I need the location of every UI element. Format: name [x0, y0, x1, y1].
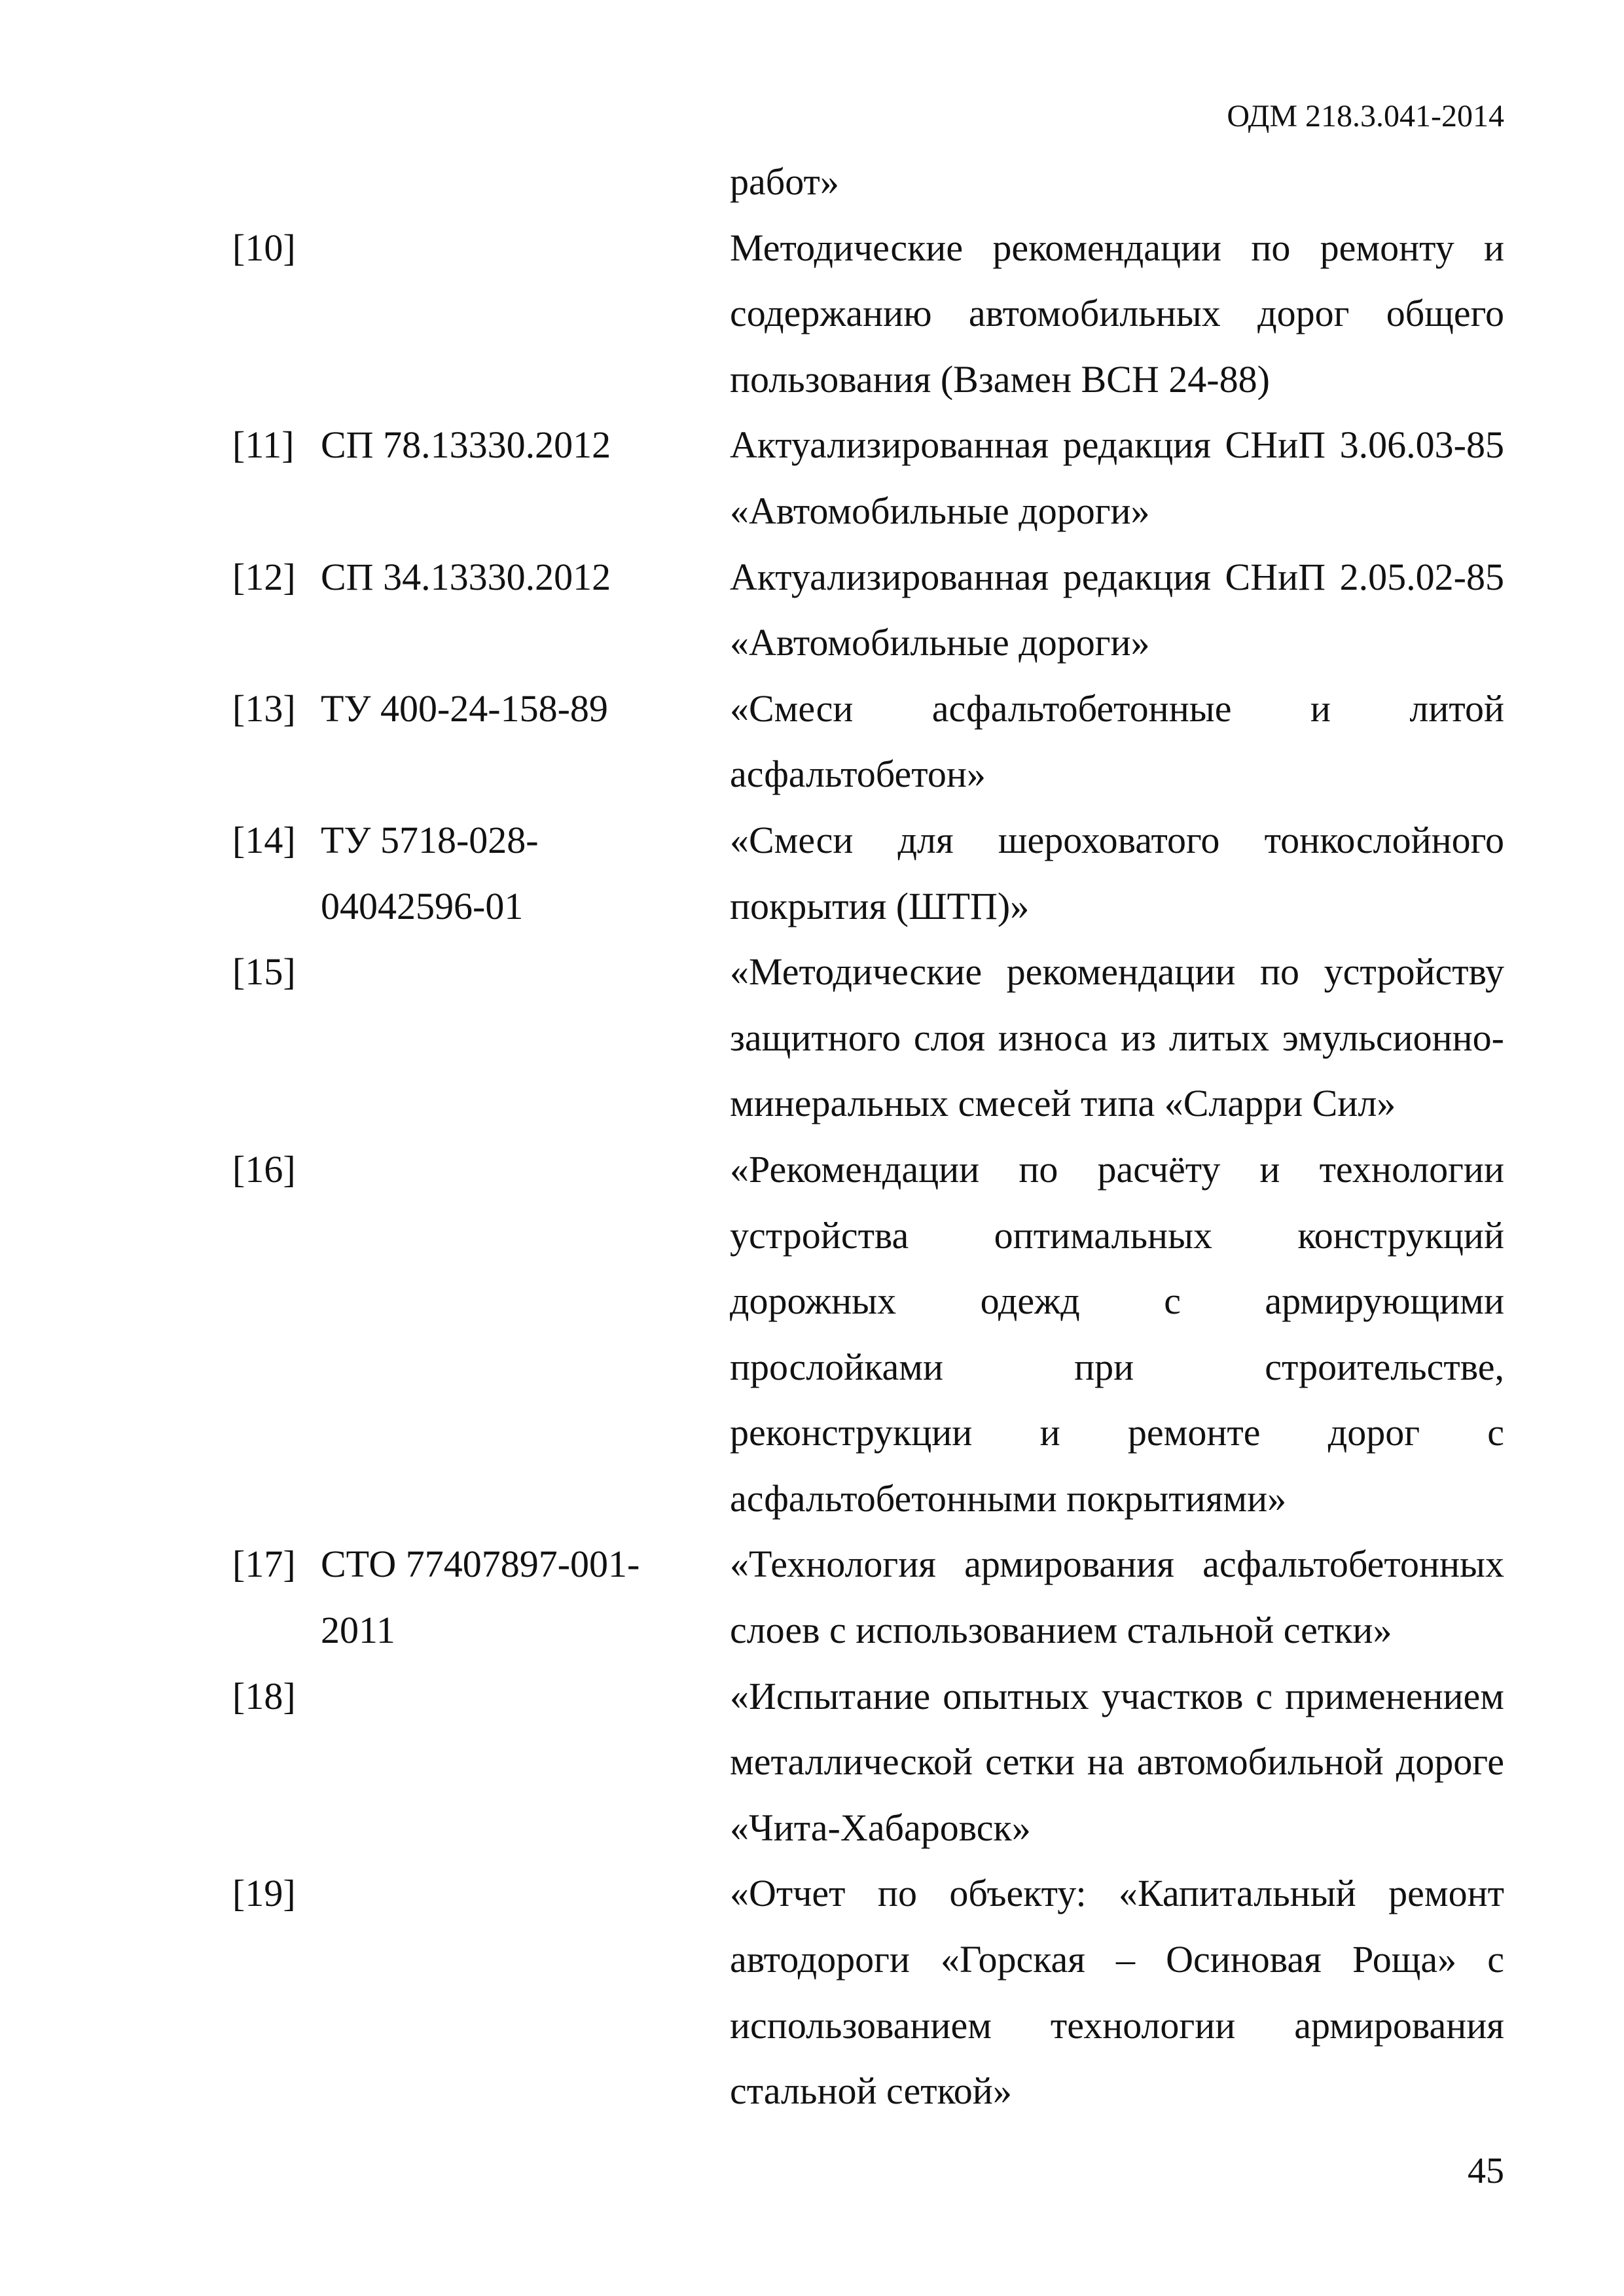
reference-code [321, 939, 730, 1137]
reference-entry [232, 215, 1504, 413]
document-code-header: ОДМ 218.3.041-2014 [1227, 99, 1504, 134]
reference-number: [17] [232, 1543, 296, 1586]
reference-title: «Смеси для шероховатого тонкослойного покрытия (ШТП)» [730, 818, 1504, 927]
reference-number: [16] [232, 1147, 296, 1191]
reference-number: [14] [232, 818, 296, 861]
reference-number: [12] [232, 555, 296, 598]
reference-number: [18] [232, 1674, 296, 1717]
reference-code [321, 1137, 730, 1532]
references-list [232, 149, 1504, 2125]
page-number: 45 [1468, 2151, 1504, 2191]
reference-code: ТУ 400-24-158-89 [321, 687, 608, 730]
reference-title: «Рекомендации по расчёту и технологии устройства оптимальных конструкций дорожных одежд с армирующими прослойками при строительстве, реконструкции и ремонте дорог с асфальтобетонными покрытиями» [730, 1147, 1504, 1520]
reference-code [321, 1861, 730, 2124]
continuation-row [232, 149, 1504, 215]
reference-title: «Методические рекомендации по устройству защитного слоя износа из литых эмульсионно- минеральных смесей типа «Сларри Сил» [730, 950, 1504, 1125]
reference-number: [10] [232, 226, 296, 269]
reference-entry [232, 545, 1504, 676]
reference-title: «Отчет по объекту: «Капитальный ремонт автодороги «Горская – Осиновая Роща» с использованием технологии армирования стальной сеткой» [730, 1872, 1504, 2113]
reference-entry [232, 1664, 1504, 1861]
reference-number: [15] [232, 950, 296, 994]
reference-code: СП 34.13330.2012 [321, 555, 611, 598]
reference-entry [232, 1137, 1504, 1532]
reference-code [321, 215, 730, 413]
reference-number: [11] [232, 423, 295, 467]
reference-entry [232, 676, 1504, 808]
reference-title: Методические рекомендации по ремонту и содержанию автомобильных дорог общего пользования (Взамен ВСН 24-88) [730, 226, 1504, 401]
reference-entry [232, 939, 1504, 1137]
reference-title: «Смеси асфальтобетонные и литой асфальтобетон» [730, 687, 1504, 796]
reference-entry [232, 412, 1504, 544]
reference-number: [19] [232, 1872, 296, 1915]
reference-code [321, 1664, 730, 1861]
reference-number: [13] [232, 687, 296, 730]
reference-entry [232, 808, 1504, 939]
continuation-text: работ» [730, 160, 839, 203]
reference-code: СТО 77407897-001- 2011 [321, 1543, 640, 1652]
reference-title: «Технология армирования асфальтобетонных слоев с использованием стальной сетки» [730, 1543, 1504, 1652]
reference-code: ТУ 5718-028- 04042596-01 [321, 818, 539, 927]
reference-title: Актуализированная редакция СНиП 3.06.03-85 «Автомобильные дороги» [730, 423, 1504, 532]
reference-title: Актуализированная редакция СНиП 2.05.02-85 «Автомобильные дороги» [730, 555, 1504, 664]
reference-code: СП 78.13330.2012 [321, 423, 611, 467]
reference-entry [232, 1532, 1504, 1663]
reference-title: «Испытание опытных участков с применением металлической сетки на автомобильной дороге «Чита-Хабаровск» [730, 1674, 1504, 1849]
reference-entry [232, 1861, 1504, 2124]
